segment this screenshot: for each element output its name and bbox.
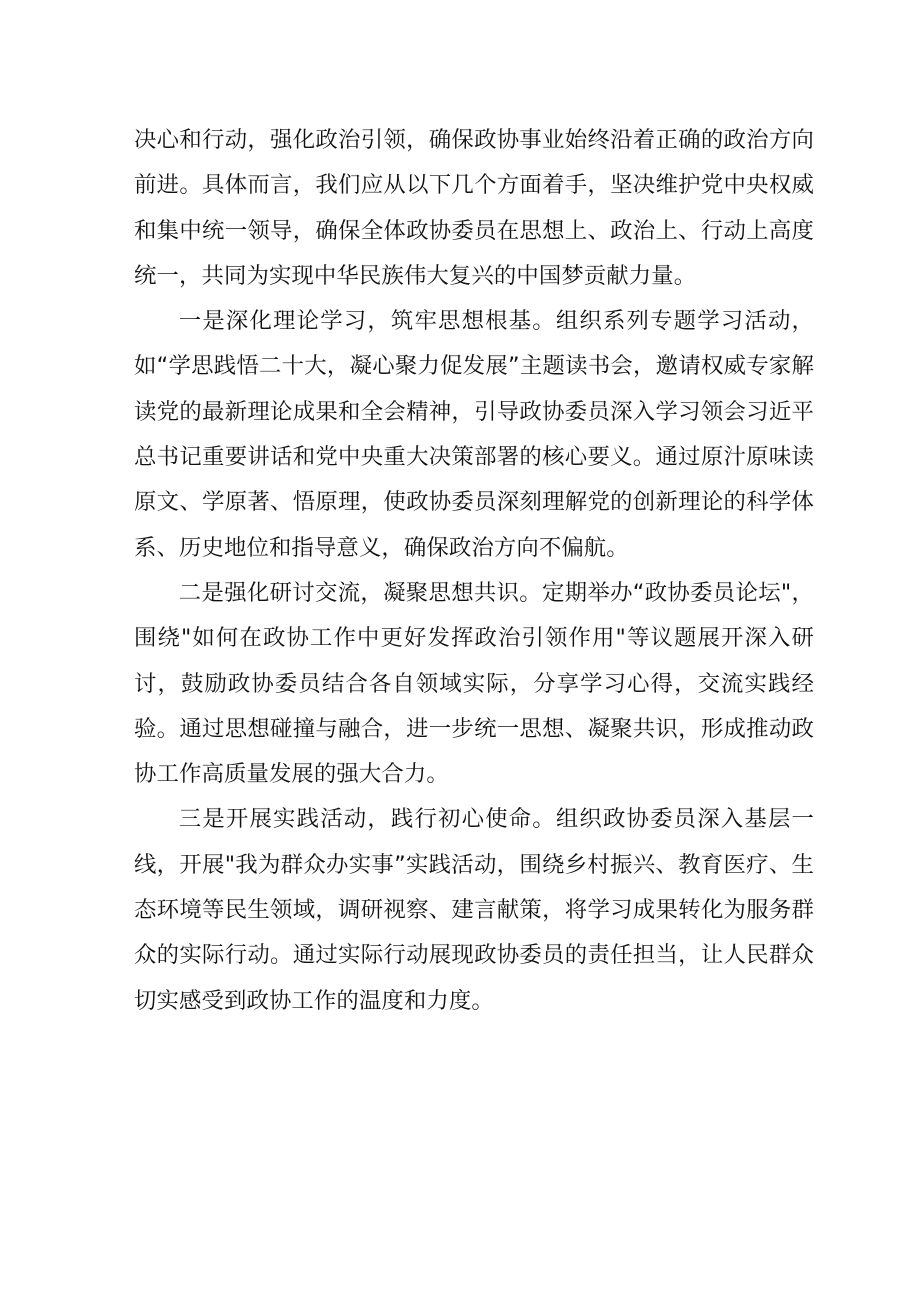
document-body [134, 118, 814, 1024]
paragraph-point-three: 三是开展实践活动，践行初心使命。组织政协委员深入基层一线，开展"我为群众办实事”实践活动，围绕乡村振兴、教育医疗、生态环境等民生领域，调研视察、建言献策，将学习成果转化为服务群众的实际行动。通过实际行动展现政协委员的责任担当，让人民群众切实感受到政协工作的温度和力度。 [134, 806, 814, 1014]
paragraph-point-one: 一是深化理论学习，筑牢思想根基。组织系列专题学习活动，如“学思践悟二十大，凝心聚力促发展”主题读书会，邀请权威专家解读党的最新理论成果和全会精神，引导政协委员深入学习领会习近平总书记重要讲话和党中央重大决策部署的核心要义。通过原汁原味读原文、学原著、悟原理，使政协委员深刻理解党的创新理论的科学体系、历史地位和指导意义，确保政治方向不偏航。 [134, 308, 814, 561]
paragraph-continuation: 决心和行动，强化政治引领，确保政协事业始终沿着正确的政治方向前进。具体而言，我们应从以下几个方面着手，坚决维护党中央权威和集中统一领导，确保全体政协委员在思想上、政治上、行动上高度统一，共同为实现中华民族伟大复兴的中国梦贡献力量。 [134, 127, 814, 289]
paragraph-point-two: 二是强化研讨交流，凝聚思想共识。定期举办“政协委员论坛"，围绕"如何在政协工作中更好发挥政治引领作用"等议题展开深入研讨，鼓励政协委员结合各自领域实际，分享学习心得，交流实践经验。通过思想碰撞与融合，进一步统一思想、凝聚共识，形成推动政协工作高质量发展的强大合力。 [134, 579, 814, 788]
